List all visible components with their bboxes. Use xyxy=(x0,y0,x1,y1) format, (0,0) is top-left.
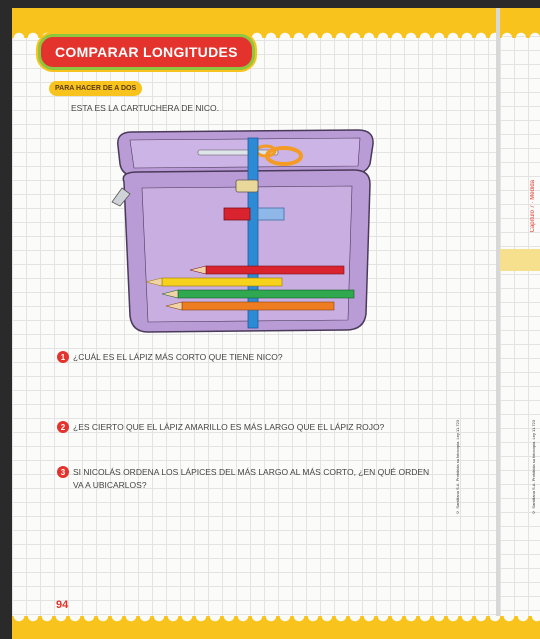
top-scallop-border-right xyxy=(500,8,540,38)
chapter-band xyxy=(500,249,540,271)
question-number: 1 xyxy=(57,351,69,363)
red-pencil xyxy=(190,266,344,274)
intro-text: ESTA ES LA CARTUCHERA DE NICO. xyxy=(71,103,220,113)
activity-tag: PARA HACER DE A DOS xyxy=(49,81,142,96)
question-text: SI NICOLÁS ORDENA LOS LÁPICES DEL MÁS LARGO AL MÁS CORTO, ¿EN QUÉ ORDEN VA A UBICARLOS? xyxy=(73,467,430,490)
yellow-pencil xyxy=(146,278,282,286)
orange-pencil xyxy=(166,302,334,310)
question-number: 3 xyxy=(57,466,69,478)
green-pencil xyxy=(162,290,354,298)
pencil-case-illustration xyxy=(108,124,380,342)
question-text: ¿ES CIERTO QUE EL LÁPIZ AMARILLO ES MÁS LARGO QUE EL LÁPIZ ROJO? xyxy=(73,422,385,432)
section-title-badge xyxy=(38,34,255,70)
copyright-notice: © Santillana S.A. Prohibida su fotocopia. Ley 11.723 xyxy=(455,420,460,515)
bottom-scallop-border xyxy=(12,616,540,639)
question-3 xyxy=(57,466,437,492)
section-title: COMPARAR LONGITUDES xyxy=(55,44,238,60)
question-1 xyxy=(57,351,283,364)
copyright-notice-right: © Santillana S.A. Prohibida su fotocopia. Ley 11.723 xyxy=(531,420,536,515)
question-number: 2 xyxy=(57,421,69,433)
question-text: ¿CUÁL ES EL LÁPIZ MÁS CORTO QUE TIENE NICO? xyxy=(73,352,283,362)
page-number: 94 xyxy=(56,599,69,611)
question-2 xyxy=(57,421,384,434)
chapter-side-label: Capítulo 7 · Medida xyxy=(530,180,536,233)
right-page-edge xyxy=(500,8,540,639)
